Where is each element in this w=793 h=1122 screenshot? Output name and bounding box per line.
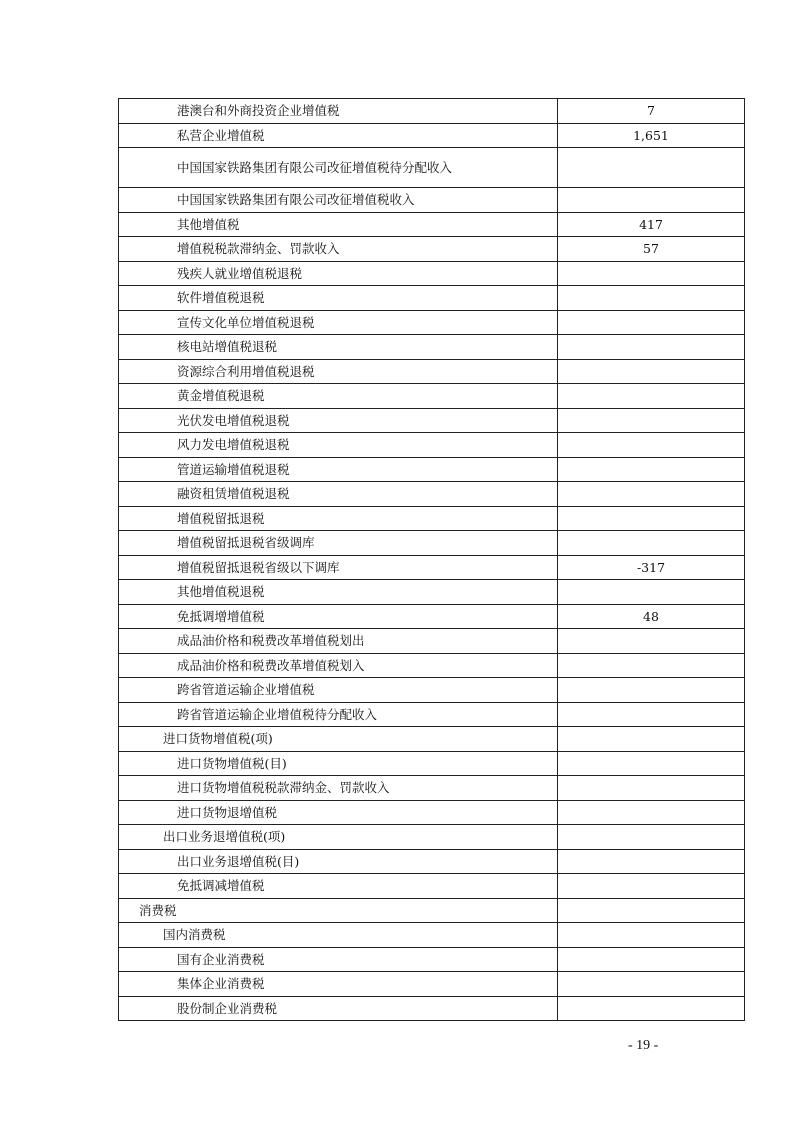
table-row	[119, 653, 745, 678]
page-number: - 19 -	[628, 1038, 659, 1053]
table-row	[119, 751, 745, 776]
row-value: 417	[558, 212, 745, 237]
row-label: 消费税	[119, 898, 558, 923]
row-label: 成品油价格和税费改革增值税划入	[119, 653, 558, 678]
row-label: 管道运输增值税退税	[119, 457, 558, 482]
table-row	[119, 727, 745, 752]
row-value	[558, 898, 745, 923]
row-value	[558, 482, 745, 507]
row-label: 融资租赁增值税退税	[119, 482, 558, 507]
table-row	[119, 580, 745, 605]
table-row	[119, 123, 745, 148]
row-value	[558, 972, 745, 997]
row-value	[558, 286, 745, 311]
row-label: 国内消费税	[119, 923, 558, 948]
row-label: 成品油价格和税费改革增值税划出	[119, 629, 558, 654]
row-label: 进口货物增值税税款滞纳金、罚款收入	[119, 776, 558, 801]
row-label: 出口业务退增值税(项)	[119, 825, 558, 850]
table-row	[119, 359, 745, 384]
row-value	[558, 727, 745, 752]
table-row	[119, 972, 745, 997]
table-row	[119, 335, 745, 360]
row-value: -317	[558, 555, 745, 580]
row-value	[558, 531, 745, 556]
table-row	[119, 237, 745, 262]
row-label: 增值税税款滞纳金、罚款收入	[119, 237, 558, 262]
row-value	[558, 310, 745, 335]
row-label: 光伏发电增值税退税	[119, 408, 558, 433]
row-label: 免抵调增增值税	[119, 604, 558, 629]
row-label: 增值税留抵退税省级以下调库	[119, 555, 558, 580]
table-row	[119, 457, 745, 482]
table-row	[119, 433, 745, 458]
table-row	[119, 629, 745, 654]
table-row	[119, 702, 745, 727]
row-value	[558, 996, 745, 1021]
table-row	[119, 996, 745, 1021]
row-value	[558, 261, 745, 286]
row-label: 跨省管道运输企业增值税	[119, 678, 558, 703]
row-value	[558, 629, 745, 654]
table-row	[119, 99, 745, 124]
row-label: 核电站增值税退税	[119, 335, 558, 360]
row-value	[558, 384, 745, 409]
table-row	[119, 898, 745, 923]
row-value	[558, 849, 745, 874]
row-value	[558, 751, 745, 776]
table-row	[119, 678, 745, 703]
row-value	[558, 506, 745, 531]
row-value: 57	[558, 237, 745, 262]
row-value	[558, 335, 745, 360]
table-row	[119, 947, 745, 972]
row-label: 风力发电增值税退税	[119, 433, 558, 458]
table-row	[119, 825, 745, 850]
row-label: 软件增值税退税	[119, 286, 558, 311]
table-row	[119, 849, 745, 874]
row-label: 中国国家铁路集团有限公司改征增值税待分配收入	[119, 148, 558, 188]
row-label: 跨省管道运输企业增值税待分配收入	[119, 702, 558, 727]
table-row	[119, 212, 745, 237]
revenue-table-body	[119, 99, 745, 1021]
row-value: 7	[558, 99, 745, 124]
row-label: 增值税留抵退税	[119, 506, 558, 531]
table-row	[119, 555, 745, 580]
row-value	[558, 653, 745, 678]
table-row	[119, 261, 745, 286]
row-value	[558, 148, 745, 188]
row-label: 宣传文化单位增值税退税	[119, 310, 558, 335]
row-label: 进口货物增值税(项)	[119, 727, 558, 752]
table-row	[119, 286, 745, 311]
row-value	[558, 874, 745, 899]
row-value: 48	[558, 604, 745, 629]
row-value	[558, 825, 745, 850]
table-row	[119, 874, 745, 899]
row-value	[558, 433, 745, 458]
table-row	[119, 310, 745, 335]
row-label: 黄金增值税退税	[119, 384, 558, 409]
row-label: 残疾人就业增值税退税	[119, 261, 558, 286]
row-label: 股份制企业消费税	[119, 996, 558, 1021]
table-row	[119, 506, 745, 531]
table-row	[119, 800, 745, 825]
table-row	[119, 408, 745, 433]
row-label: 进口货物退增值税	[119, 800, 558, 825]
row-label: 进口货物增值税(目)	[119, 751, 558, 776]
row-value	[558, 359, 745, 384]
row-value: 1,651	[558, 123, 745, 148]
row-value	[558, 580, 745, 605]
row-label: 港澳台和外商投资企业增值税	[119, 99, 558, 124]
row-value	[558, 800, 745, 825]
row-label: 出口业务退增值税(目)	[119, 849, 558, 874]
row-value	[558, 776, 745, 801]
row-label: 集体企业消费税	[119, 972, 558, 997]
row-value	[558, 457, 745, 482]
row-label: 国有企业消费税	[119, 947, 558, 972]
row-label: 资源综合利用增值税退税	[119, 359, 558, 384]
row-value	[558, 923, 745, 948]
revenue-table	[118, 98, 745, 1021]
row-value	[558, 678, 745, 703]
table-row	[119, 776, 745, 801]
row-label: 中国国家铁路集团有限公司改征增值税收入	[119, 188, 558, 213]
table-row	[119, 531, 745, 556]
row-label: 其他增值税退税	[119, 580, 558, 605]
row-label: 免抵调减增值税	[119, 874, 558, 899]
table-row	[119, 384, 745, 409]
table-row	[119, 482, 745, 507]
table-row	[119, 923, 745, 948]
row-value	[558, 188, 745, 213]
row-label: 增值税留抵退税省级调库	[119, 531, 558, 556]
row-label: 私营企业增值税	[119, 123, 558, 148]
row-value	[558, 947, 745, 972]
row-value	[558, 408, 745, 433]
row-value	[558, 702, 745, 727]
row-label: 其他增值税	[119, 212, 558, 237]
table-row	[119, 188, 745, 213]
table-row	[119, 604, 745, 629]
table-row	[119, 148, 745, 188]
